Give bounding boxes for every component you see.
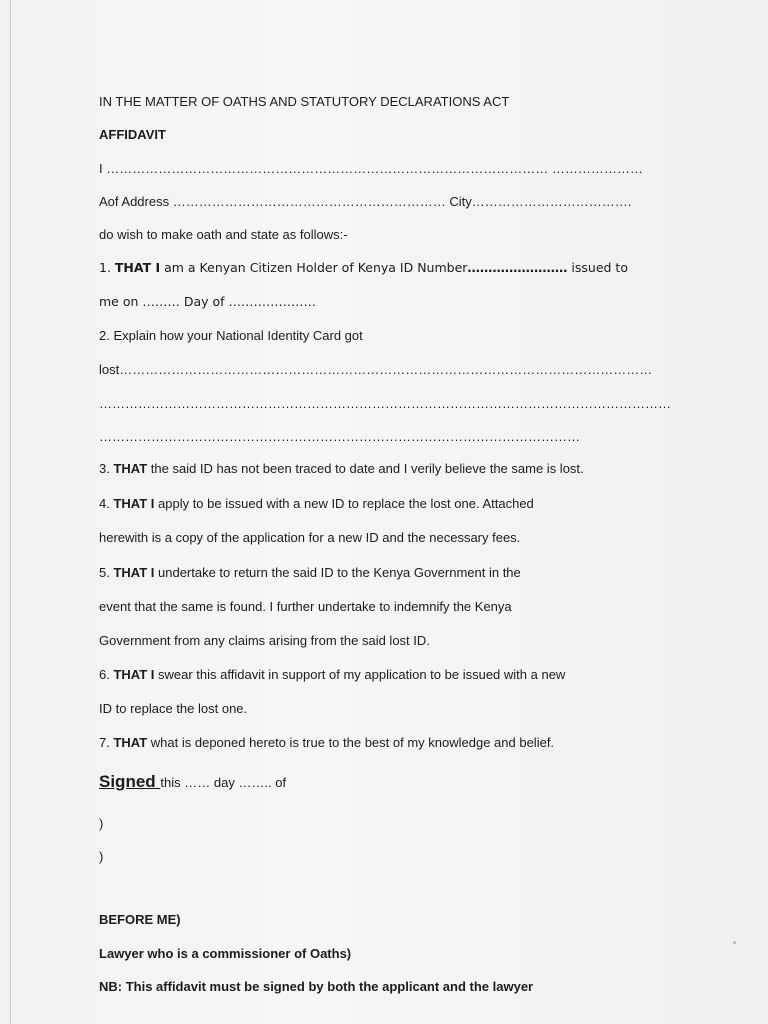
paragraph-2: 2. Explain how your National Identity Card got	[99, 328, 363, 343]
affidavit-title: AFFIDAVIT	[99, 127, 166, 142]
para7-text: what is deponed hereto is true to the best of my knowledge and belief.	[147, 735, 555, 750]
para4-number: 4.	[99, 496, 114, 511]
paragraph-3	[99, 461, 584, 477]
bracket-1: )	[99, 816, 104, 831]
nb-note: NB: This affidavit must be signed by both the applicant and the lawyer	[99, 979, 534, 994]
paragraph-4-cont: herewith is a copy of the application for a new ID and the necessary fees.	[99, 530, 521, 545]
para5-number: 5.	[99, 565, 114, 580]
signed-line	[99, 771, 286, 794]
signed-text: this …… day …….. of	[160, 775, 287, 790]
paragraph-1	[99, 260, 628, 276]
bracket-2: )	[99, 849, 104, 864]
paragraph-5-cont-1: event that the same is found. I further undertake to indemnify the Kenya	[99, 599, 512, 614]
para1-text-a: am a Kenyan Citizen Holder of Kenya ID Number	[160, 260, 468, 275]
paragraph-6	[99, 667, 565, 683]
paragraph-1-cont: me on ……… Day of …………………	[99, 294, 317, 309]
lost-line: lost……………………………………………………………………………………………………………	[99, 362, 653, 377]
address-line: Aof Address ……………………………………………………… City……………………………….	[99, 194, 632, 209]
signed-word: Signed	[99, 772, 161, 791]
scan-speck	[733, 941, 736, 944]
act-heading: IN THE MATTER OF OATHS AND STATUTORY DECLARATIONS ACT	[99, 94, 510, 109]
paragraph-5-cont-2: Government from any claims arising from the said lost ID.	[99, 633, 430, 648]
para1-number: 1.	[99, 260, 115, 275]
lawyer-line: Lawyer who is a commissioner of Oaths)	[99, 946, 352, 961]
para5-text: undertake to return the said ID to the Kenya Government in the	[154, 565, 521, 580]
blank-line-1: ……………………………………………………………………………………………………………………	[99, 396, 671, 411]
para6-text: swear this affidavit in support of my application to be issued with a new	[154, 667, 566, 682]
para7-number: 7.	[99, 735, 114, 750]
para1-dots: ……………………	[467, 260, 568, 275]
name-line: I ………………………………………………………………………………………… …………………	[99, 161, 643, 176]
paragraph-7	[99, 735, 554, 751]
para3-text: the said ID has not been traced to date and I verily believe the same is lost.	[147, 461, 584, 476]
para5-lead: THAT I	[113, 565, 155, 580]
para6-number: 6.	[99, 667, 114, 682]
para3-number: 3.	[99, 461, 114, 476]
para1-text-b: issued to	[567, 260, 628, 275]
paragraph-4	[99, 496, 534, 512]
paragraph-6-cont: ID to replace the lost one.	[99, 701, 248, 716]
blank-line-2: …………………………………………………………………………………………………	[99, 429, 580, 444]
para7-lead: THAT	[113, 735, 148, 750]
page-edge	[10, 0, 11, 1024]
para6-lead: THAT I	[113, 667, 155, 682]
intro-line: do wish to make oath and state as follows:-	[99, 227, 348, 242]
para4-text: apply to be issued with a new ID to replace the lost one. Attached	[154, 496, 534, 511]
para1-lead: THAT I	[114, 260, 161, 275]
para3-lead: THAT	[113, 461, 148, 476]
paragraph-5	[99, 565, 521, 581]
before-me: BEFORE ME)	[99, 912, 181, 927]
para4-lead: THAT I	[113, 496, 155, 511]
